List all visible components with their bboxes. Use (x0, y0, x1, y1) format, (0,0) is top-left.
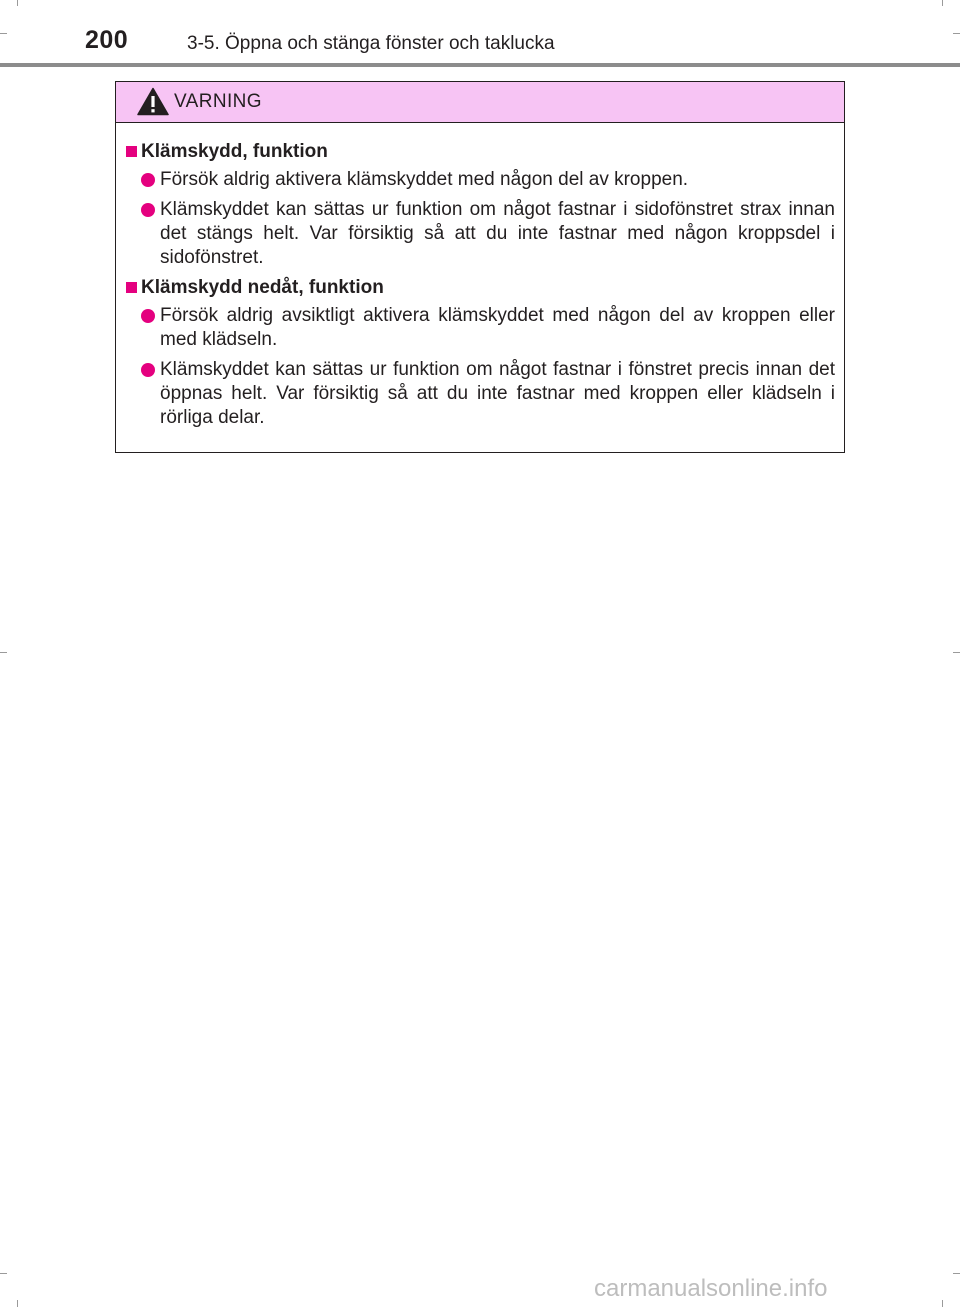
crop-mark (953, 652, 960, 653)
crop-mark (953, 1273, 960, 1274)
list-item (125, 198, 835, 270)
list-item-text: Klämskyddet kan sättas ur funktion om något fastnar i fönstret precis innan det öppnas helt. Var försiktig så att du inte fastnar med kroppen eller klädseln i rörliga delar. (160, 359, 835, 428)
page-number: 200 (85, 26, 129, 54)
list-item (125, 358, 835, 430)
crop-mark (942, 1300, 943, 1307)
list-item-text: Klämskyddet kan sättas ur funktion om något fastnar i sidofönstret strax innan det stängs helt. Var försiktig så att du inte fastnar med någon kroppsdel i sidofönstret. (160, 199, 835, 268)
warning-section (125, 140, 835, 270)
section-heading-text: Klämskydd nedåt, funktion (141, 277, 384, 298)
circle-bullet-icon (141, 363, 155, 377)
page-header (0, 0, 960, 68)
section-heading (125, 140, 835, 164)
list-item-text: Försök aldrig aktivera klämskyddet med någon del av kroppen. (160, 169, 689, 190)
warning-box (115, 81, 845, 453)
warning-section (125, 276, 835, 430)
square-bullet-icon (126, 146, 137, 157)
circle-bullet-icon (141, 173, 155, 187)
list-item (125, 304, 835, 352)
crop-mark (17, 1300, 18, 1307)
section-heading-text: Klämskydd, funktion (141, 141, 328, 162)
warning-triangle-icon (137, 87, 169, 116)
warning-body (116, 123, 844, 430)
list-item (125, 168, 835, 192)
section-heading (125, 276, 835, 300)
list-item-text: Försök aldrig avsiktligt aktivera klämskyddet med någon del av kroppen eller med klädseln. (160, 305, 835, 350)
warning-title: VARNING (174, 91, 262, 112)
section-title: 3-5. Öppna och stänga fönster och taklucka (187, 33, 555, 54)
circle-bullet-icon (141, 203, 155, 217)
warning-header (116, 82, 844, 123)
watermark: carmanualsonline.info (594, 1275, 828, 1302)
header-divider (0, 63, 960, 67)
circle-bullet-icon (141, 309, 155, 323)
crop-mark (0, 652, 7, 653)
square-bullet-icon (126, 282, 137, 293)
crop-mark (0, 1273, 7, 1274)
